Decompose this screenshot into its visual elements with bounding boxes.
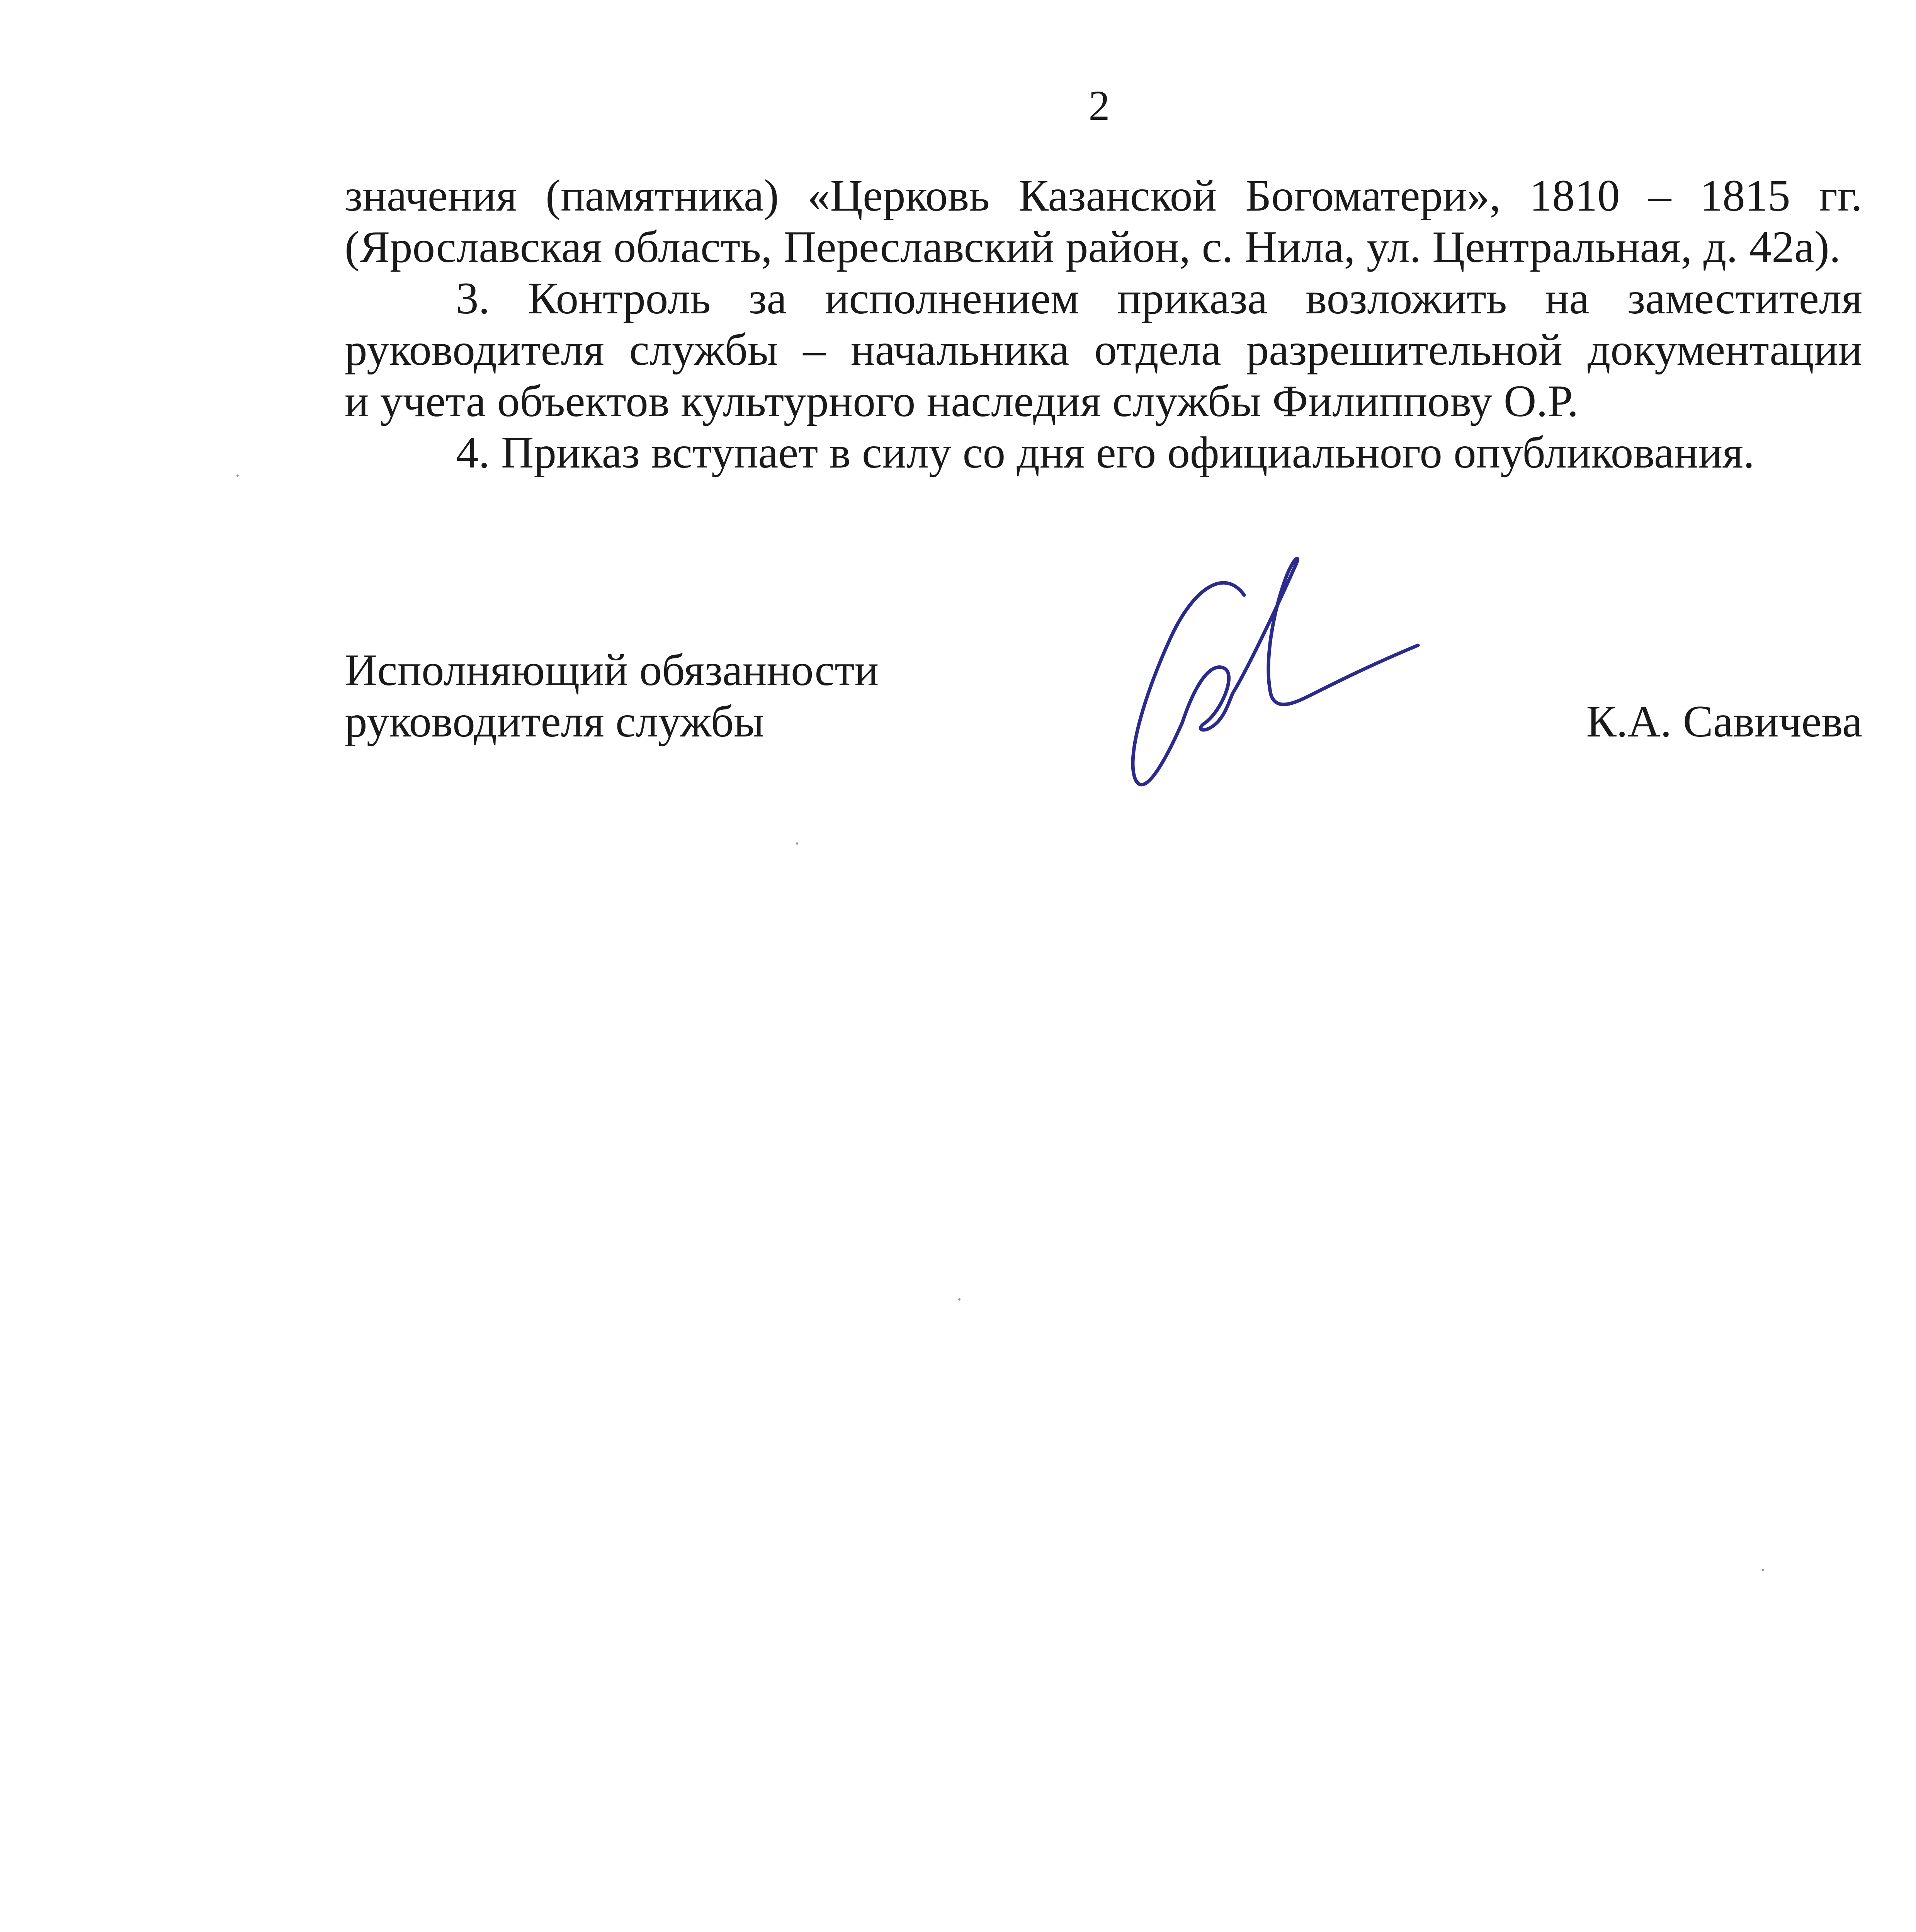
scan-speck <box>796 842 798 845</box>
signatory-position <box>345 645 879 747</box>
paragraph-item-3-line: 3. Контроль за исполнением приказа возложить на заместителя <box>456 274 1862 323</box>
paragraph-item-3-line: руководителя службы – начальника отдела разрешительной документации <box>345 325 1862 375</box>
scan-speck <box>236 474 239 477</box>
page-number: 2 <box>1088 82 1110 129</box>
signatory-position-line: Исполняющий обязанности <box>345 645 879 695</box>
paragraph-item-4-line: 4. Приказ вступает в силу со дня его официального опубликования. <box>456 428 1755 478</box>
paragraph-continuation-line: (Ярославская область, Переславский район, с. Нила, ул. Центральная, д. 42а). <box>345 222 1841 272</box>
handwritten-signature <box>1078 541 1445 804</box>
paragraph-item-3-line: и учета объектов культурного наследия службы Филиппову О.Р. <box>345 376 1579 426</box>
document-body <box>345 170 1862 478</box>
signatory-position-line: руководителя службы <box>345 697 764 747</box>
scan-speck <box>1762 1569 1764 1571</box>
paragraph-continuation-line: значения (памятника) «Церковь Казанской Богоматери», 1810 – 1815 гг. <box>345 171 1862 221</box>
signatory-name: К.А. Савичева <box>1586 697 1862 747</box>
scan-speck <box>958 1298 961 1301</box>
